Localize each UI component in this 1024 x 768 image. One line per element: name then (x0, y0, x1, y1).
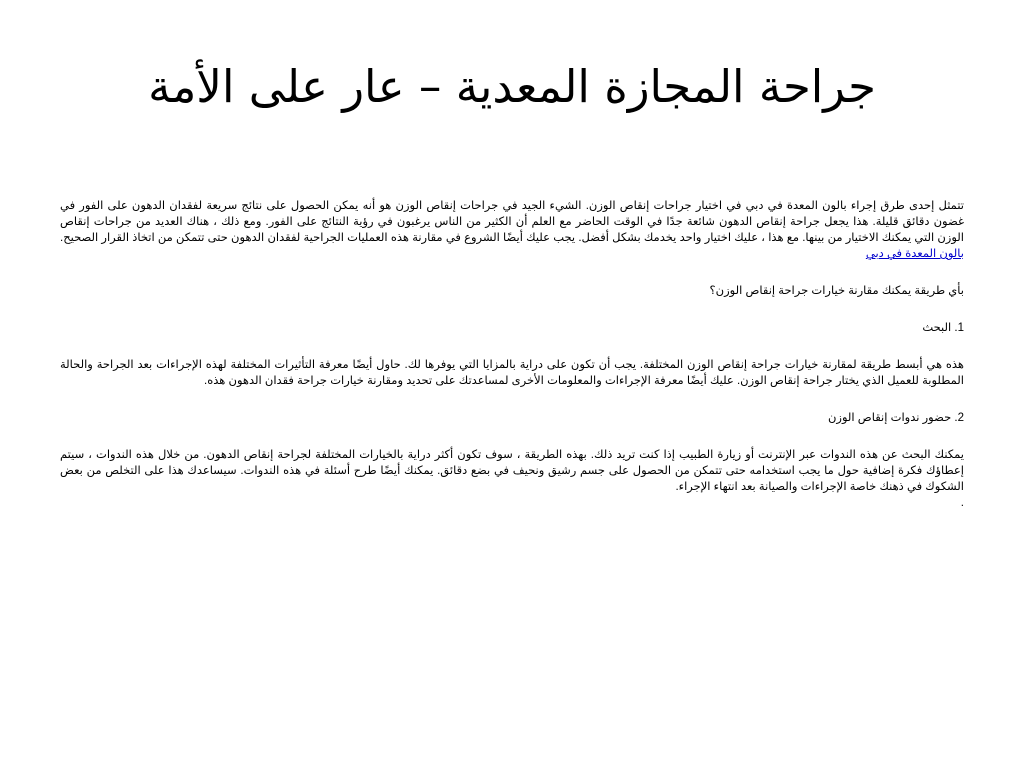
trailing-dot: . (960, 497, 964, 509)
intro-text: تتمثل إحدى طرق إجراء بالون المعدة في دبي في اختيار جراحات إنقاص الوزن. الشيء الجيد في جراحات إنقاص الوزن هو أنه يمكن الحصول على نتائج سريعة لفقدان الدهون على الفور في غضون دقائق قليلة. هذا يجعل جراحة إنقاص الدهون شائعة جدًا في الوقت الحاضر مع العلم أن الكثير من الناس يرغبون في رؤية النتائج على الفور. ومع ذلك ، هناك العديد من جراحات إنقاص الوزن التي يمكنك الاختيار من بينها. مع هذا ، عليك اختيار واحد يخدمك بشكل أفضل. يجب عليك أيضًا الشروع في مقارنة هذه العمليات الجراحية لفقدان الدهون حتى تتمكن من اتخاذ القرار الصحيح. (60, 200, 964, 244)
slide-content (60, 198, 964, 532)
section-heading-seminars: 2. حضور ندوات إنقاص الوزن (827, 412, 964, 424)
slide-title: جراحة المجازة المعدية – عار على الأمة (148, 60, 876, 113)
intro-paragraph (60, 198, 964, 262)
gastric-balloon-link[interactable]: بالون المعدة في دبي (865, 248, 964, 260)
research-paragraph: هذه هي أبسط طريقة لمقارنة خيارات جراحة إنقاص الوزن المختلفة. يجب أن تكون على دراية بالمزايا التي يوفرها لك. حاول أيضًا معرفة التأثيرات المختلفة لهذه الإجراءات بعد الجراحة والحالة المطلوبة للعميل الذي يختار جراحة إنقاص الوزن. عليك أيضًا معرفة الإجراءات والمعلومات الأخرى لمساعدتك على تحديد ومقارنة خيارات جراحة فقدان الدهون هذه. (60, 359, 964, 387)
question-paragraph: بأي طريقة يمكنك مقارنة خيارات جراحة إنقاص الوزن؟ (709, 285, 964, 297)
section-heading-research: 1. البحث (922, 322, 964, 334)
seminars-paragraph: يمكنك البحث عن هذه الندوات عبر الإنترنت أو زيارة الطبيب إذا كنت تريد ذلك. بهذه الطريقة ، سوف تكون أكثر دراية بالخيارات المختلفة لجراحة إنقاص الدهون. من خلال هذه الندوات ، سيتم إعطاؤك فكرة إضافية حول ما يجب استخدامه حتى تتمكن من الحصول على جسم رشيق ونحيف في بضع دقائق. يمكنك أيضًا طرح أسئلة في هذه الندوات. سيساعدك هذا على التخلص من بعض الشكوك في ذهنك خاصة الإجراءات والصيانة بعد انتهاء الإجراء. (60, 449, 964, 493)
